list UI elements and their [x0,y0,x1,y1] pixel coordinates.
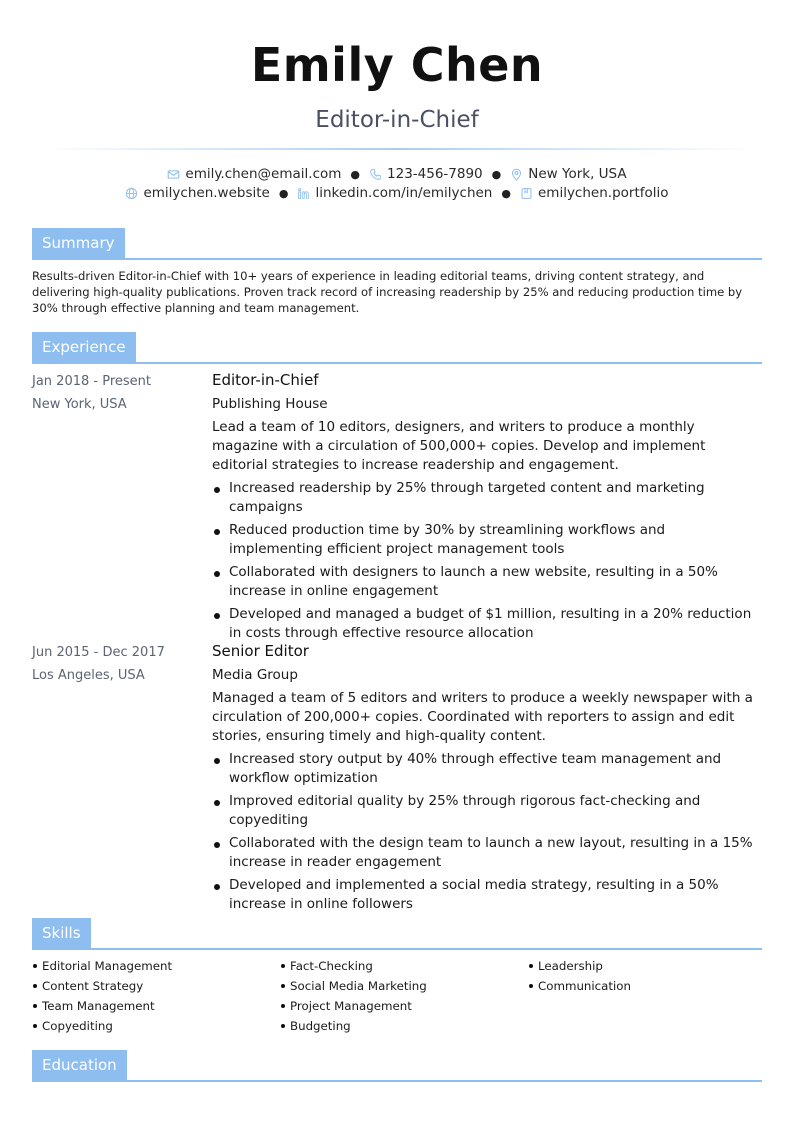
contact-phone[interactable] [369,166,483,182]
header-divider [40,148,754,150]
job-meta [32,370,202,416]
summary-section [32,228,762,260]
contact-website[interactable] [125,185,269,201]
skill-item: Editorial Management [32,958,280,974]
contact-website-text: emilychen.website [143,185,270,201]
achievement-item: Collaborated with designers to launch a new website, resulting in a 50% increase in online engagement [212,563,762,601]
job-description: Managed a team of 5 editors and writers to produce a weekly newspaper with a circulation of 200,000+ copies. Coordinated with reporters to assign and edit stories, ensuring timely and high-quality content. [212,690,753,744]
job-details [212,641,762,918]
job-title: Editor-in-Chief [212,371,319,389]
job-description: Lead a team of 10 editors, designers, and writers to produce a monthly magazine with a circulation of 500,000+ copies. Develop and implement editorial strategies to increase readership and engagement. [212,419,706,473]
bookmark-icon [520,187,533,200]
contact-email[interactable] [167,166,341,182]
achievement-item: Developed and managed a budget of $1 million, resulting in a 20% reduction in costs through effective resource allocation [212,605,762,643]
envelope-icon [167,168,180,181]
skill-item: Project Management [280,998,528,1014]
contact-linkedin[interactable] [297,185,492,201]
contact-phone-text: 123-456-7890 [387,166,483,182]
education-header [32,1050,762,1082]
job-dates: Jun 2015 - Dec 2017 [32,645,165,660]
skill-item: Content Strategy [32,978,280,994]
skill-empty-cell [528,998,762,1014]
contact-portfolio-text: emilychen.portfolio [537,185,669,201]
skill-item: Social Media Marketing [280,978,528,994]
job-location: New York, USA [32,397,127,412]
candidate-title: Editor-in-Chief [315,107,479,133]
skill-item: Fact-Checking [280,958,528,974]
skills-header [32,918,762,950]
summary-header [32,228,762,260]
job-location: Los Angeles, USA [32,668,145,683]
skill-empty-cell [528,1018,762,1034]
skill-item: Budgeting [280,1018,528,1034]
contact-linkedin-text: linkedin.com/in/emilychen [315,185,493,201]
contact-location-text: New York, USA [528,166,627,182]
achievement-item: Increased readership by 25% through targeted content and marketing campaigns [212,479,762,517]
skills-section [32,918,762,950]
job-details [212,370,762,647]
summary-text: Results-driven Editor-in-Chief with 10+ years of experience in leading editorial teams, driving content strategy, and delivering high-quality publications. Proven track record of increasing readership by 25% and reducing production time by 30% through effective planning and team management. [32,269,743,315]
separator-dot: ● [501,186,511,200]
linkedin-icon [297,187,310,200]
summary-heading: Summary [32,228,125,258]
phone-icon [369,168,382,181]
separator-dot: ● [350,167,361,181]
skill-item: Copyediting [32,1018,280,1034]
skill-item: Communication [528,978,762,994]
achievement-item: Reduced production time by 30% by streamlining workflows and implementing efficient project management tools [212,521,762,559]
skill-item: Team Management [32,998,280,1014]
achievement-item: Increased story output by 40% through effective team management and workflow optimization [212,750,762,788]
experience-section [32,332,762,364]
experience-header [32,332,762,364]
skill-item: Leadership [528,958,762,974]
job-company: Publishing House [212,396,328,412]
map-pin-icon [510,168,523,181]
achievement-item: Improved editorial quality by 25% through rigorous fact-checking and copyediting [212,792,762,830]
skills-heading: Skills [32,918,91,948]
contact-email-text: emily.chen@email.com [185,166,342,182]
job-dates: Jan 2018 - Present [32,374,151,389]
job-title: Senior Editor [212,642,309,660]
contact-line-primary [0,166,794,182]
education-heading: Education [32,1050,127,1080]
candidate-name: Emily Chen [250,38,544,92]
contact-location [510,166,626,182]
job-achievements [212,479,762,643]
contact-line-secondary [0,185,794,201]
job-company: Media Group [212,667,298,683]
education-section [32,1050,762,1082]
separator-dot: ● [278,186,289,200]
globe-icon [125,187,138,200]
experience-heading: Experience [32,332,136,362]
job-achievements [212,750,762,914]
achievement-item: Collaborated with the design team to launch a new layout, resulting in a 15% increase in reader engagement [212,834,762,872]
skills-grid [32,958,762,1034]
separator-dot: ● [491,167,502,181]
job-meta [32,641,202,687]
achievement-item: Developed and implemented a social media strategy, resulting in a 50% increase in online followers [212,876,762,914]
contact-portfolio[interactable] [520,185,669,201]
